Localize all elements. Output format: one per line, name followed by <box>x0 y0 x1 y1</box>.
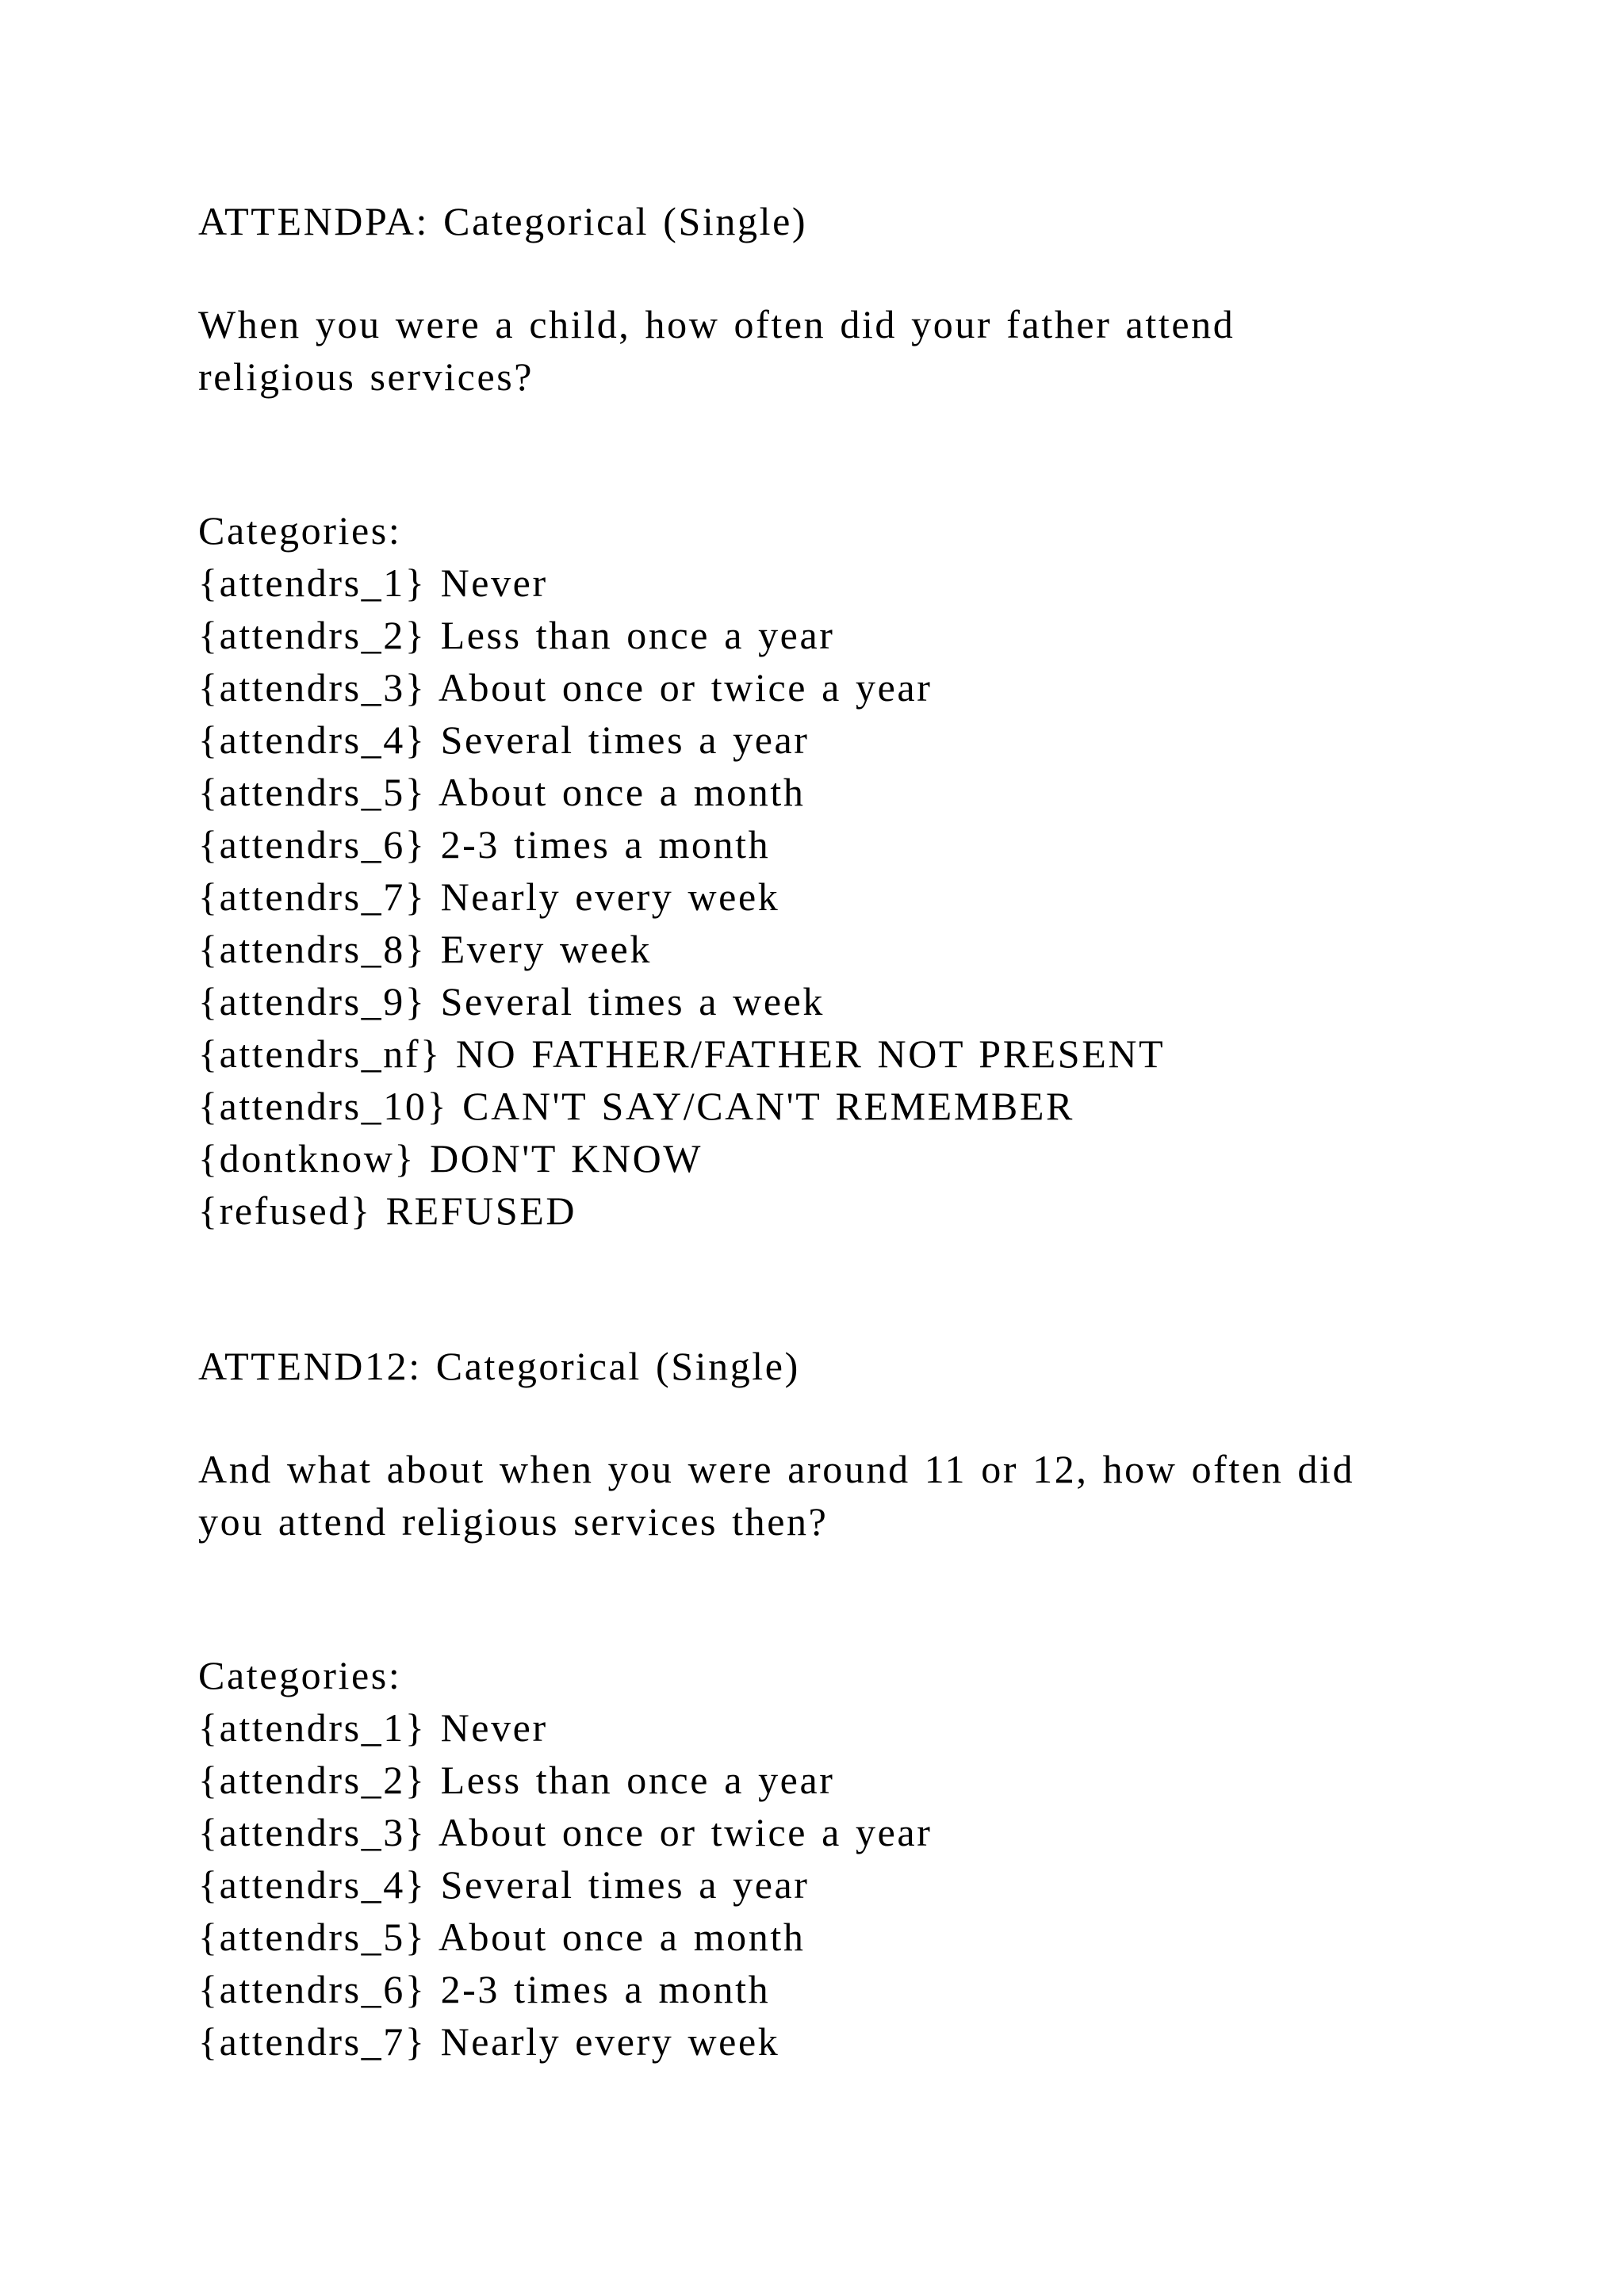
category-item: {attendrs_1} Never <box>198 1705 548 1750</box>
category-item: {attendrs_4} Several times a year <box>198 718 810 762</box>
question-block-attend12 <box>198 1340 1546 2068</box>
category-item: {attendrs_9} Several times a week <box>198 979 825 1024</box>
question-text-line: religious services? <box>198 354 534 399</box>
category-item: {attendrs_7} Nearly every week <box>198 2019 780 2064</box>
category-item: {attendrs_3} About once or twice a year <box>198 1810 933 1854</box>
category-item: {attendrs_3} About once or twice a year <box>198 665 933 710</box>
category-list <box>198 557 1546 1237</box>
category-item: {attendrs_6} 2-3 times a month <box>198 822 771 867</box>
document-page <box>198 195 1546 2068</box>
question-text-line: And what about when you were around 11 or 12, how often did <box>198 1447 1355 1491</box>
category-item: {attendrs_nf} NO FATHER/FATHER NOT PRESENT <box>198 1031 1166 1076</box>
category-item: {attendrs_2} Less than once a year <box>198 1758 835 1802</box>
category-item: {attendrs_8} Every week <box>198 927 652 971</box>
category-item: {attendrs_7} Nearly every week <box>198 874 780 919</box>
category-item: {attendrs_6} 2-3 times a month <box>198 1967 771 2011</box>
category-item: {attendrs_2} Less than once a year <box>198 613 835 657</box>
category-item: {attendrs_10} CAN'T SAY/CAN'T REMEMBER <box>198 1084 1074 1128</box>
category-item: {attendrs_4} Several times a year <box>198 1862 810 1907</box>
question-block-attendpa <box>198 195 1546 1237</box>
question-text-line: When you were a child, how often did your father attend <box>198 302 1235 346</box>
question-text-line: you attend religious services then? <box>198 1499 829 1544</box>
question-header: ATTENDPA: Categorical (Single) <box>198 199 808 243</box>
categories-label: Categories: <box>198 1653 402 1697</box>
category-item: {refused} REFUSED <box>198 1188 577 1233</box>
category-item: {attendrs_1} Never <box>198 561 548 605</box>
category-item: {dontknow} DON'T KNOW <box>198 1136 703 1181</box>
category-item: {attendrs_5} About once a month <box>198 1915 806 1959</box>
categories-label: Categories: <box>198 508 402 553</box>
category-item: {attendrs_5} About once a month <box>198 770 806 814</box>
question-header: ATTEND12: Categorical (Single) <box>198 1344 800 1388</box>
category-list <box>198 1701 1546 2068</box>
